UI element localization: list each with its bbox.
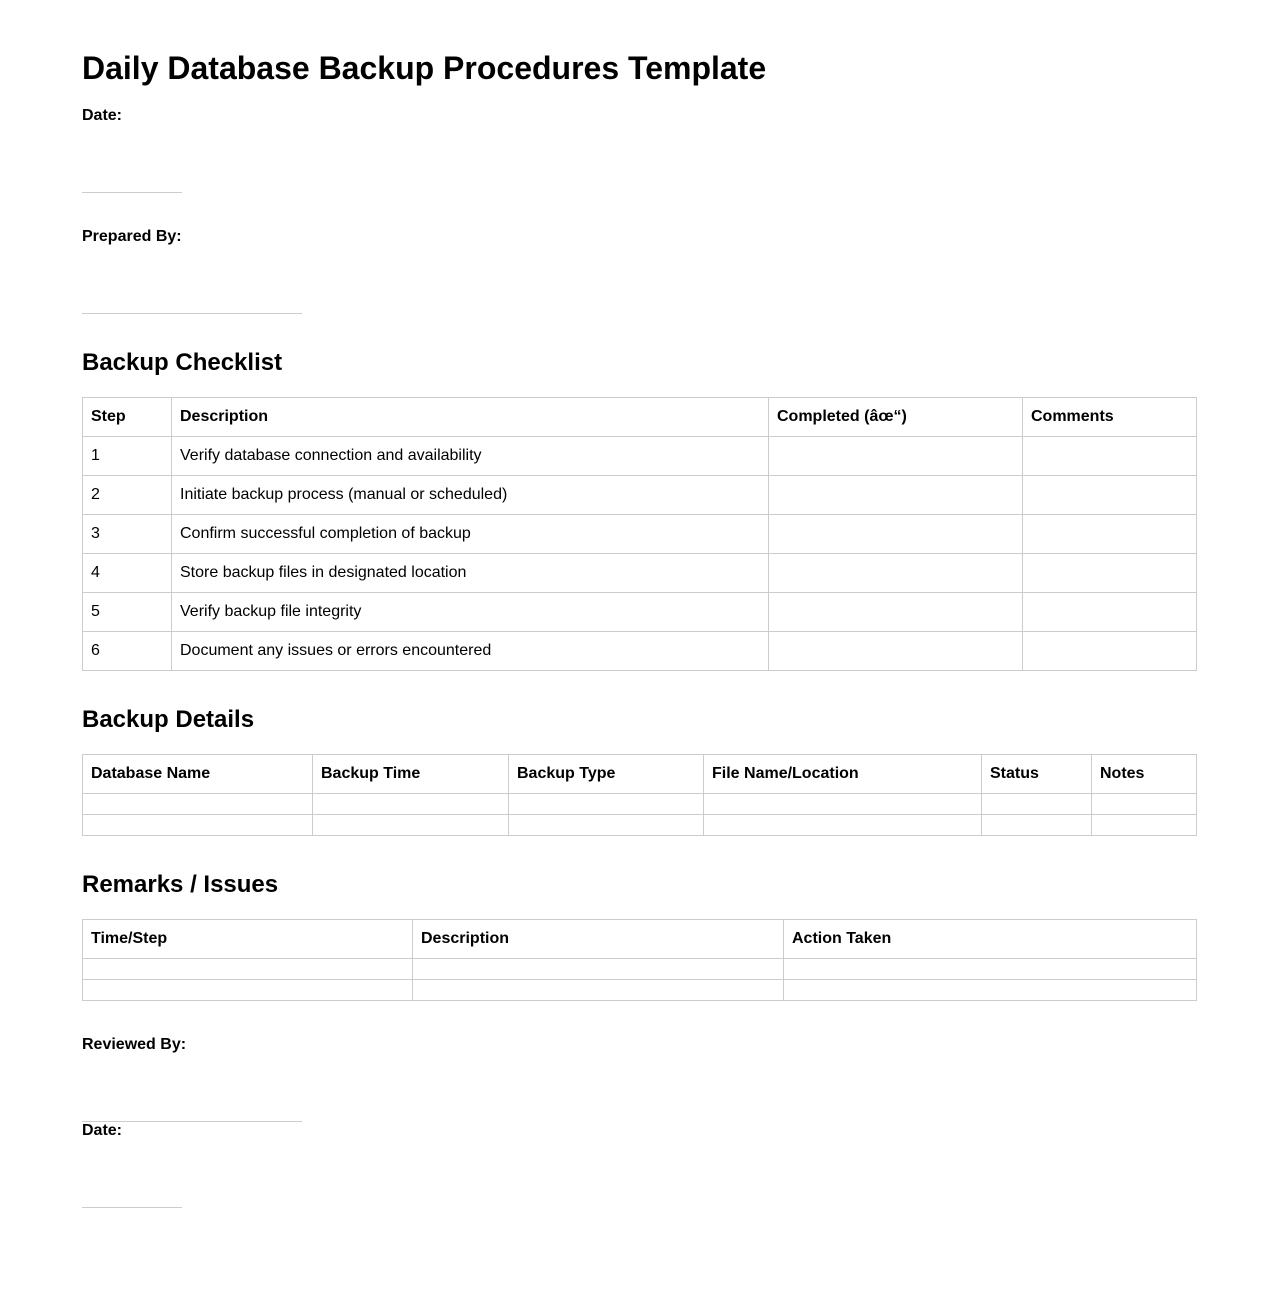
- step-cell: 3: [83, 515, 172, 554]
- action-taken-cell[interactable]: [784, 980, 1197, 1001]
- backup-details-table: [82, 754, 1197, 836]
- completed-cell[interactable]: [769, 554, 1023, 593]
- table-header-row: [83, 398, 1197, 437]
- prepared-by-signature-line[interactable]: [82, 313, 302, 314]
- comments-cell[interactable]: [1023, 476, 1197, 515]
- description-cell: Confirm successful completion of backup: [172, 515, 769, 554]
- table-row: [83, 476, 1197, 515]
- table-row: [83, 554, 1197, 593]
- time-step-cell[interactable]: [83, 980, 413, 1001]
- backup-time-cell[interactable]: [313, 794, 509, 815]
- backup-checklist-heading: Backup Checklist: [82, 349, 283, 376]
- table-row: [83, 632, 1197, 671]
- remarks-heading: Remarks / Issues: [82, 871, 279, 898]
- description-cell: Verify database connection and availability: [172, 437, 769, 476]
- notes-cell[interactable]: [1092, 794, 1197, 815]
- prepared-by-label: Prepared By:: [82, 228, 182, 245]
- database-name-cell[interactable]: [83, 815, 313, 836]
- table-row: [83, 437, 1197, 476]
- database-name-cell[interactable]: [83, 794, 313, 815]
- table-row: [83, 593, 1197, 632]
- table-row: [83, 959, 1197, 980]
- table-row: [83, 815, 1197, 836]
- status-cell[interactable]: [982, 794, 1092, 815]
- column-header-completed: Completed (âœ“): [769, 398, 1023, 437]
- completed-cell[interactable]: [769, 515, 1023, 554]
- comments-cell[interactable]: [1023, 554, 1197, 593]
- date-signature-line[interactable]: [82, 192, 182, 193]
- comments-cell[interactable]: [1023, 437, 1197, 476]
- date-label: Date:: [82, 107, 123, 124]
- description-cell[interactable]: [413, 959, 784, 980]
- step-cell: 6: [83, 632, 172, 671]
- backup-type-cell[interactable]: [509, 794, 704, 815]
- file-location-cell[interactable]: [704, 794, 982, 815]
- completed-cell[interactable]: [769, 632, 1023, 671]
- description-cell: Store backup files in designated location: [172, 554, 769, 593]
- backup-checklist-table: [82, 397, 1197, 671]
- remarks-table: [82, 919, 1197, 1001]
- table-header-row: [83, 755, 1197, 794]
- time-step-cell[interactable]: [83, 959, 413, 980]
- description-cell[interactable]: [413, 980, 784, 1001]
- page-title: Daily Database Backup Procedures Template: [82, 50, 767, 86]
- backup-details-heading: Backup Details: [82, 706, 255, 733]
- column-header-file-location: File Name/Location: [704, 755, 982, 794]
- column-header-backup-time: Backup Time: [313, 755, 509, 794]
- completed-cell[interactable]: [769, 593, 1023, 632]
- backup-time-cell[interactable]: [313, 815, 509, 836]
- column-header-description: Description: [413, 920, 784, 959]
- column-header-action-taken: Action Taken: [784, 920, 1197, 959]
- column-header-time-step: Time/Step: [83, 920, 413, 959]
- reviewed-by-label: Reviewed By:: [82, 1036, 187, 1053]
- status-cell[interactable]: [982, 815, 1092, 836]
- column-header-database-name: Database Name: [83, 755, 313, 794]
- description-cell: Verify backup file integrity: [172, 593, 769, 632]
- comments-cell[interactable]: [1023, 632, 1197, 671]
- table-row: [83, 980, 1197, 1001]
- action-taken-cell[interactable]: [784, 959, 1197, 980]
- column-header-comments: Comments: [1023, 398, 1197, 437]
- column-header-backup-type: Backup Type: [509, 755, 704, 794]
- column-header-step: Step: [83, 398, 172, 437]
- file-location-cell[interactable]: [704, 815, 982, 836]
- step-cell: 1: [83, 437, 172, 476]
- comments-cell[interactable]: [1023, 515, 1197, 554]
- table-row: [83, 515, 1197, 554]
- step-cell: 5: [83, 593, 172, 632]
- review-date-signature-line[interactable]: [82, 1207, 182, 1208]
- table-row: [83, 794, 1197, 815]
- comments-cell[interactable]: [1023, 593, 1197, 632]
- column-header-status: Status: [982, 755, 1092, 794]
- description-cell: Initiate backup process (manual or scheduled): [172, 476, 769, 515]
- backup-type-cell[interactable]: [509, 815, 704, 836]
- completed-cell[interactable]: [769, 437, 1023, 476]
- column-header-description: Description: [172, 398, 769, 437]
- step-cell: 2: [83, 476, 172, 515]
- completed-cell[interactable]: [769, 476, 1023, 515]
- step-cell: 4: [83, 554, 172, 593]
- notes-cell[interactable]: [1092, 815, 1197, 836]
- column-header-notes: Notes: [1092, 755, 1197, 794]
- description-cell: Document any issues or errors encountered: [172, 632, 769, 671]
- table-header-row: [83, 920, 1197, 959]
- review-date-label: Date:: [82, 1122, 123, 1139]
